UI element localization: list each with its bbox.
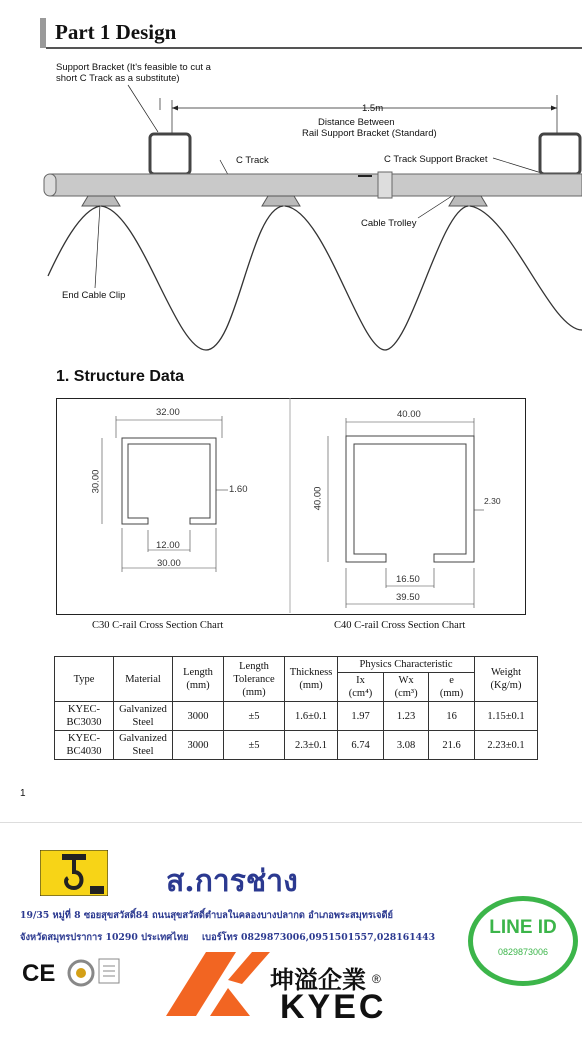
- line-id-number: 0829873006: [497, 947, 549, 957]
- th-ix: Ix (cm⁴): [338, 673, 384, 702]
- crane-hook-logo-icon: [40, 850, 108, 896]
- c-track-label: C Track: [236, 155, 269, 166]
- header-accent-bar: [40, 18, 46, 48]
- end-cable-clip-label: End Cable Clip: [62, 290, 126, 301]
- address-line-1: 19/35 หมู่ที่ 8 ซอยสุขสวัสดิ์84 ถนนสุขสวัสดิ์ตำบลในคลองบางปลากด อำเภอพระสมุทรเจดีย์: [20, 910, 393, 921]
- support-bracket-note-2: short C Track as a substitute): [56, 73, 180, 84]
- th-e: e (mm): [429, 673, 475, 702]
- certification-seal-icon: [66, 958, 96, 988]
- address-line-2: จังหวัดสมุทรปราการ 10290 ประเทศไทย: [20, 932, 189, 943]
- c-track-support-bracket-label: C Track Support Bracket: [384, 154, 488, 165]
- table-row: KYEC- BC3030 Galvanized Steel 3000 ±5 1.6±0.1 1.97 1.23 16 1.15±0.1: [55, 702, 538, 731]
- section-title: 1. Structure Data: [56, 368, 185, 385]
- registered-mark: ®: [372, 972, 381, 986]
- cross-section-drawings: [56, 398, 525, 614]
- spec-table: [54, 656, 538, 760]
- c40-gap: 16.50: [396, 574, 420, 585]
- c30-gap: 12.00: [156, 540, 180, 551]
- c40-caption: C40 C-rail Cross Section Chart: [334, 620, 466, 631]
- installation-diagram: [0, 50, 582, 360]
- brand-chinese: 坤溢企業: [270, 967, 366, 994]
- c40-width-top: 40.00: [397, 409, 421, 420]
- table-row: KYEC- BC4030 Galvanized Steel 3000 ±5 2.3±0.1 6.74 3.08 21.6 2.23±0.1: [55, 731, 538, 760]
- support-bracket-note-1: Support Bracket (It's feasible to cut a: [56, 62, 211, 73]
- page-title: Part 1 Design: [55, 20, 177, 44]
- th-weight: Weight (Kg/m): [475, 657, 538, 702]
- c40-width-bottom: 39.50: [396, 592, 420, 603]
- footer-divider: [0, 822, 582, 823]
- th-wx: Wx (cm³): [384, 673, 429, 702]
- distance-label-2: Rail Support Bracket (Standard): [302, 128, 437, 139]
- c30-thickness: 1.60: [229, 484, 248, 495]
- th-type: Type: [55, 657, 114, 702]
- line-id-badge[interactable]: [468, 896, 578, 986]
- distance-label-1: Distance Between: [318, 117, 395, 128]
- brand-name: KYEC: [280, 988, 387, 1026]
- line-id-title: LINE ID: [489, 917, 557, 938]
- c30-width-bottom: 30.00: [157, 558, 181, 569]
- c30-caption: C30 C-rail Cross Section Chart: [92, 620, 224, 631]
- c40-height: 40.00: [312, 486, 324, 511]
- cable-trolley-label: Cable Trolley: [361, 218, 417, 229]
- th-tolerance: Length Tolerance (mm): [224, 657, 285, 702]
- header-divider: [46, 47, 582, 49]
- kyec-brand-logo-icon: [166, 950, 270, 1018]
- th-length: Length (mm): [173, 657, 224, 702]
- table-header-row: [55, 657, 538, 673]
- th-physics: Physics Characteristic: [338, 657, 475, 673]
- phone-numbers: เบอร์โทร 0829873006,0951501557,028161443: [202, 932, 436, 943]
- th-thickness: Thickness (mm): [285, 657, 338, 702]
- ce-mark-icon: CE: [22, 960, 56, 987]
- company-name-thai: ส.การช่าง: [166, 864, 298, 899]
- c40-thickness: 2.30: [484, 496, 501, 506]
- c30-width-top: 32.00: [156, 407, 180, 418]
- distance-value: 1.5m: [362, 103, 384, 114]
- quality-certificate-icon: [98, 958, 120, 984]
- page-number: 1: [20, 788, 26, 799]
- th-material: Material: [114, 657, 173, 702]
- c30-height: 30.00: [90, 469, 102, 494]
